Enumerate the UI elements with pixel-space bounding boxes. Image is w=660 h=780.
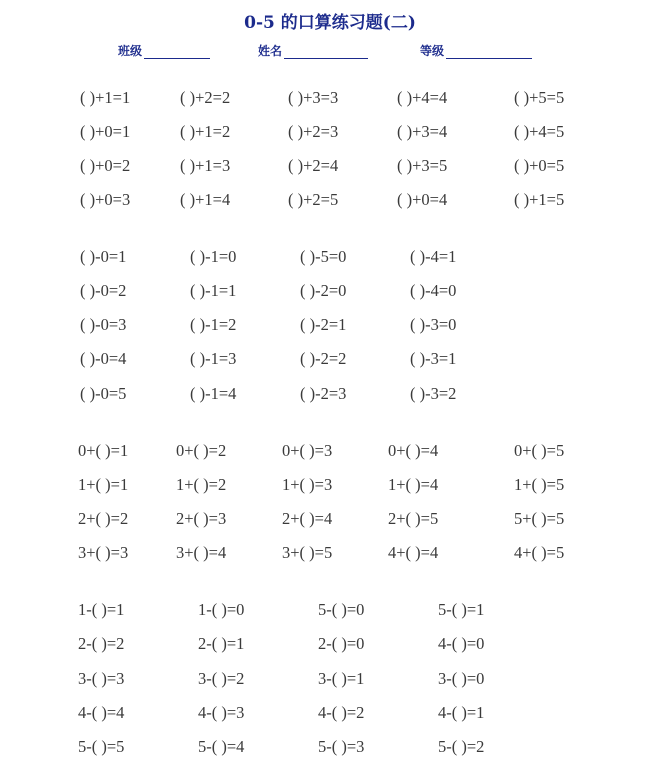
worksheet-title: 0-5 的口算练习题(二) — [244, 13, 416, 33]
math-problem: 5-( )=1 — [438, 600, 485, 619]
math-problem: ( )+2=5 — [288, 190, 339, 209]
math-problem: 2-( )=1 — [198, 634, 245, 653]
math-problem: 3-( )=1 — [318, 669, 365, 688]
math-problem: 3-( )=0 — [438, 669, 485, 688]
math-problem: ( )+1=5 — [514, 190, 565, 209]
math-problem: 4+( )=5 — [514, 543, 565, 562]
math-problem: ( )+1=1 — [80, 88, 131, 107]
math-problem: ( )-3=1 — [410, 349, 457, 368]
math-problem: ( )-5=0 — [300, 247, 347, 266]
class-label: 班级 — [118, 44, 143, 58]
math-problem: ( )+0=5 — [514, 156, 565, 175]
math-problem: 0+( )=2 — [176, 441, 227, 460]
math-problem: ( )-2=1 — [300, 315, 347, 334]
math-problem: 1-( )=1 — [78, 600, 125, 619]
math-problem: 4-( )=3 — [198, 703, 245, 722]
math-problem: 2+( )=4 — [282, 509, 333, 528]
math-problem: ( )+0=2 — [80, 156, 131, 175]
math-problem: 4-( )=4 — [78, 703, 125, 722]
math-problem: 5-( )=0 — [318, 600, 365, 619]
math-problem: ( )+1=3 — [180, 156, 231, 175]
math-problem: 3+( )=5 — [282, 543, 333, 562]
math-problem: 3+( )=3 — [78, 543, 129, 562]
math-problem: ( )-4=0 — [410, 281, 457, 300]
math-problem: 2+( )=3 — [176, 509, 227, 528]
math-problem: ( )+3=5 — [397, 156, 448, 175]
math-problem: ( )-1=1 — [190, 281, 237, 300]
math-problem: 1-( )=0 — [198, 600, 245, 619]
math-problem: 1+( )=3 — [282, 475, 333, 494]
math-problem: ( )+3=4 — [397, 122, 448, 141]
math-problem: ( )-0=4 — [80, 349, 127, 368]
grade-field — [420, 42, 532, 59]
math-problem: ( )-1=4 — [190, 384, 237, 403]
math-problem: 4-( )=1 — [438, 703, 485, 722]
math-problem: ( )+0=4 — [397, 190, 448, 209]
grade-blank-line[interactable] — [446, 46, 532, 59]
math-problem: 1+( )=5 — [514, 475, 565, 494]
math-problem: ( )+0=3 — [80, 190, 131, 209]
math-problem: ( )-0=5 — [80, 384, 127, 403]
math-problem: 2-( )=2 — [78, 634, 125, 653]
math-problem: 1+( )=1 — [78, 475, 129, 494]
math-problem: 2+( )=5 — [388, 509, 439, 528]
math-problem: 3-( )=3 — [78, 669, 125, 688]
math-problem: 5-( )=3 — [318, 737, 365, 756]
class-blank-line[interactable] — [144, 46, 210, 59]
math-problem: ( )-2=0 — [300, 281, 347, 300]
math-problem: ( )+1=4 — [180, 190, 231, 209]
math-problem: ( )-3=0 — [410, 315, 457, 334]
class-field — [118, 42, 210, 59]
math-problem: ( )-1=2 — [190, 315, 237, 334]
math-problem: 5+( )=5 — [514, 509, 565, 528]
math-problem: 1+( )=2 — [176, 475, 227, 494]
math-problem: 4-( )=0 — [438, 634, 485, 653]
math-problem: 2-( )=0 — [318, 634, 365, 653]
math-problem: ( )-1=0 — [190, 247, 237, 266]
math-problem: 3+( )=4 — [176, 543, 227, 562]
math-problem: ( )+1=2 — [180, 122, 231, 141]
math-problem: 1+( )=4 — [388, 475, 439, 494]
math-problem: ( )-0=1 — [80, 247, 127, 266]
math-problem: ( )+3=3 — [288, 88, 339, 107]
math-problem: ( )+2=2 — [180, 88, 231, 107]
math-problem: ( )+5=5 — [514, 88, 565, 107]
name-label: 姓名 — [258, 44, 283, 58]
math-problem: ( )-1=3 — [190, 349, 237, 368]
math-problem: ( )-0=2 — [80, 281, 127, 300]
math-problem: 5-( )=5 — [78, 737, 125, 756]
math-problem: 5-( )=4 — [198, 737, 245, 756]
math-problem: ( )+2=4 — [288, 156, 339, 175]
name-blank-line[interactable] — [284, 46, 368, 59]
math-problem: 4+( )=4 — [388, 543, 439, 562]
math-problem: ( )-2=3 — [300, 384, 347, 403]
math-problem: 3-( )=2 — [198, 669, 245, 688]
math-problem: 0+( )=1 — [78, 441, 129, 460]
math-problem: ( )+4=5 — [514, 122, 565, 141]
math-problem: ( )-0=3 — [80, 315, 127, 334]
math-problem: ( )-4=1 — [410, 247, 457, 266]
math-problem: 2+( )=2 — [78, 509, 129, 528]
math-problem: ( )+2=3 — [288, 122, 339, 141]
math-problem: ( )+0=1 — [80, 122, 131, 141]
math-problem: 0+( )=5 — [514, 441, 565, 460]
grade-label: 等级 — [420, 44, 445, 58]
math-problem: 0+( )=4 — [388, 441, 439, 460]
math-problem: ( )+4=4 — [397, 88, 448, 107]
name-field — [258, 42, 368, 59]
math-problem: 4-( )=2 — [318, 703, 365, 722]
math-problem: 0+( )=3 — [282, 441, 333, 460]
math-problem: ( )-2=2 — [300, 349, 347, 368]
math-problem: ( )-3=2 — [410, 384, 457, 403]
math-problem: 5-( )=2 — [438, 737, 485, 756]
